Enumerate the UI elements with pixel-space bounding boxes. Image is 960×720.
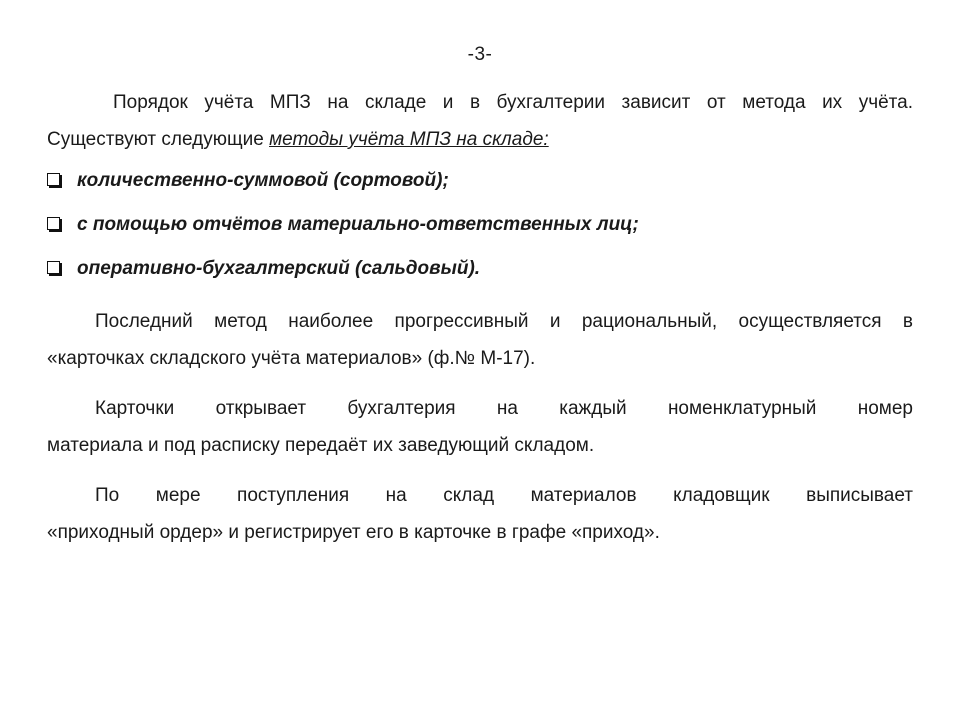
intro-line-2	[47, 121, 913, 158]
paragraph-cards	[47, 390, 913, 464]
checkbox-bullet-icon	[47, 261, 60, 274]
intro-line-2-prefix: Существуют следующие	[47, 129, 270, 150]
methods-list	[47, 159, 913, 291]
list-item	[47, 159, 913, 203]
method-label: оперативно-бухгалтерский (сальдовый).	[77, 258, 481, 279]
list-item	[47, 203, 913, 247]
method-label: количественно-суммовой (сортовой);	[77, 170, 449, 191]
list-item	[47, 247, 913, 291]
checkbox-bullet-icon	[47, 217, 60, 230]
methods-heading: методы учёта МПЗ на складе:	[269, 129, 549, 150]
document-body	[47, 84, 913, 551]
method-label: с помощью отчётов материально-ответственных лиц;	[77, 214, 639, 235]
paragraph-line: «приходный ордер» и регистрирует его в карточке в графе «приход».	[47, 522, 660, 543]
paragraph-line: Карточки открывает бухгалтерия на каждый номенклатурный номер	[95, 398, 913, 419]
paragraph-line: «карточках складского учёта материалов» (ф.№ М-17).	[47, 348, 536, 369]
paragraph-line: материала и под расписку передаёт их заведующий складом.	[47, 435, 595, 456]
paragraph-line: Последний метод наиболее прогрессивный и рациональный, осуществляется в	[95, 311, 913, 332]
intro-paragraph	[47, 84, 913, 158]
page-number: -3-	[467, 44, 493, 65]
paragraph-receipt	[47, 477, 913, 551]
paragraph-line: По мере поступления на склад материалов кладовщик выписывает	[95, 485, 913, 506]
paragraph-last-method	[47, 303, 913, 377]
checkbox-bullet-icon	[47, 173, 60, 186]
intro-line-1: Порядок учёта МПЗ на складе и в бухгалтерии зависит от метода их учёта.	[113, 92, 913, 113]
